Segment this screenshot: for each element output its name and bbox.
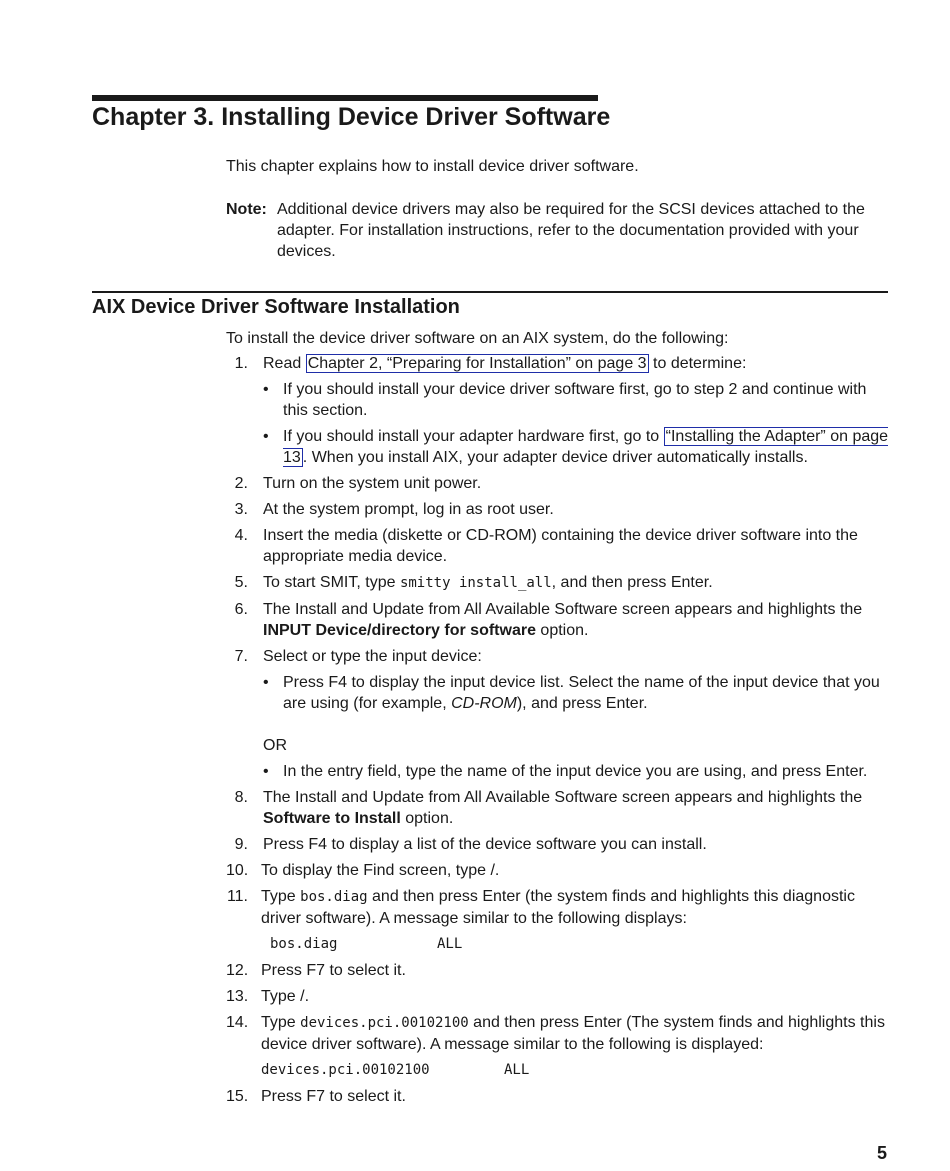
step-text: Insert the media (diskette or CD-ROM) containing the device driver software into the appropriate media device. <box>263 527 858 565</box>
link-installing-adapter[interactable]: “Installing the Adapter” on page 13 <box>283 428 889 466</box>
step-text: Press F4 to display a list of the device software you can install. <box>263 836 707 853</box>
bullet-text: If you should install your device driver software first, go to step 2 and continue with this section. <box>283 381 867 419</box>
or-separator: OR <box>263 737 287 754</box>
step-text: Type <box>261 1014 301 1031</box>
list-item <box>263 379 890 421</box>
step-2 <box>226 473 890 494</box>
step-number: 12. <box>226 962 249 979</box>
step-number: 7. <box>234 648 248 665</box>
step-7 <box>226 646 890 782</box>
step-number: 2. <box>234 475 248 492</box>
bullet-text: If you should install your adapter hardware first, go to <box>283 428 664 445</box>
step-text: To start SMIT, type <box>263 574 400 591</box>
note-text: Additional device drivers may also be required for the SCSI devices attached to the adapter. For installation instructions, refer to the documentation provided with your devices. <box>277 201 865 260</box>
step-5 <box>226 572 890 594</box>
page-number: 5 <box>876 1143 887 1163</box>
step-10 <box>226 860 890 881</box>
step-7-alt-bullets <box>263 761 890 782</box>
bullet-icon: • <box>263 381 269 398</box>
bullet-icon: • <box>263 428 269 445</box>
chapter-title: Chapter 3. Installing Device Driver Software <box>92 103 611 131</box>
step-13 <box>226 986 890 1007</box>
output-value: ALL <box>504 1062 530 1078</box>
section-title: AIX Device Driver Software Installation <box>92 296 460 318</box>
bullet-text: ), and press Enter. <box>516 695 648 712</box>
step-text: option. <box>400 810 454 827</box>
step-6 <box>226 599 890 641</box>
option-name: Software to Install <box>263 810 401 827</box>
step-number: 8. <box>234 789 248 806</box>
step-text: Type <box>261 888 301 905</box>
installation-steps <box>226 353 890 1112</box>
step-text: and then press Enter (The system finds and highlights this device driver software). A message similar to the following is displayed: <box>261 1014 885 1053</box>
step-text: Press F7 to select it. <box>261 962 406 979</box>
list-item <box>263 761 890 782</box>
step-text: Turn on the system unit power. <box>263 475 482 492</box>
bullet-text: . When you install AIX, your adapter device driver automatically installs. <box>302 449 808 466</box>
step-text: , and then press Enter. <box>551 574 713 591</box>
link-chapter-2[interactable]: Chapter 2, “Preparing for Installation” on page 3 <box>307 355 647 372</box>
step-text: To display the Find screen, type /. <box>261 862 500 879</box>
step-number: 10. <box>226 862 249 879</box>
output-value: ALL <box>437 936 463 952</box>
sample-output <box>270 934 890 955</box>
step-text: Type /. <box>261 988 310 1005</box>
example-device: CD-ROM <box>451 695 517 712</box>
step-text: The Install and Update from All Available Software screen appears and highlights the <box>263 789 863 806</box>
step-14 <box>226 1012 890 1081</box>
step-number: 6. <box>234 601 248 618</box>
step-11 <box>226 886 890 955</box>
step-text: option. <box>535 622 589 639</box>
command-text: bos.diag <box>300 889 368 905</box>
step-9 <box>226 834 890 855</box>
step-number: 4. <box>234 527 248 544</box>
section-rule <box>92 291 888 293</box>
step-text: Press F7 to select it. <box>261 1088 406 1105</box>
chapter-rule <box>92 95 598 101</box>
step-number: 13. <box>226 988 249 1005</box>
step-text: to determine: <box>648 355 747 372</box>
step-1-bullets <box>263 379 890 468</box>
step-text: At the system prompt, log in as root user. <box>263 501 554 518</box>
step-number: 1. <box>234 355 248 372</box>
step-15 <box>226 1086 890 1107</box>
command-text: smitty install_all <box>399 575 552 591</box>
step-4 <box>226 525 890 567</box>
step-number: 14. <box>226 1014 249 1031</box>
step-text: Read <box>263 355 306 372</box>
output-name: devices.pci.00102100 <box>261 1062 430 1078</box>
step-3 <box>226 499 890 520</box>
step-number: 15. <box>226 1088 249 1105</box>
output-name: bos.diag <box>270 936 338 952</box>
note-block <box>226 199 890 262</box>
step-text: and then press Enter (the system finds and highlights this diagnostic driver software). A message similar to the following displays: <box>261 888 855 927</box>
list-item <box>263 426 890 468</box>
bullet-text: Press F4 to display the input device list. Select the name of the input device that you are using (for example, <box>283 674 880 712</box>
bullet-icon: • <box>263 674 269 691</box>
command-text: devices.pci.00102100 <box>300 1015 469 1031</box>
list-item <box>263 672 890 714</box>
note-label: Note: <box>226 201 267 218</box>
step-1 <box>226 353 890 468</box>
bullet-text: In the entry field, type the name of the input device you are using, and press Enter. <box>283 763 868 780</box>
bullet-icon: • <box>263 763 269 780</box>
option-name: INPUT Device/directory for software <box>263 622 536 639</box>
step-text: The Install and Update from All Available Software screen appears and highlights the <box>263 601 863 618</box>
intro-paragraph: This chapter explains how to install device driver software. <box>226 158 639 175</box>
step-7-bullets <box>263 672 890 714</box>
step-number: 9. <box>234 836 248 853</box>
step-number: 3. <box>234 501 248 518</box>
step-number: 5. <box>234 574 248 591</box>
step-8 <box>226 787 890 829</box>
sample-output <box>261 1060 890 1081</box>
step-text: Select or type the input device: <box>263 648 482 665</box>
section-lead: To install the device driver software on an AIX system, do the following: <box>226 330 729 347</box>
step-number: 11. <box>226 888 248 905</box>
step-12 <box>226 960 890 981</box>
